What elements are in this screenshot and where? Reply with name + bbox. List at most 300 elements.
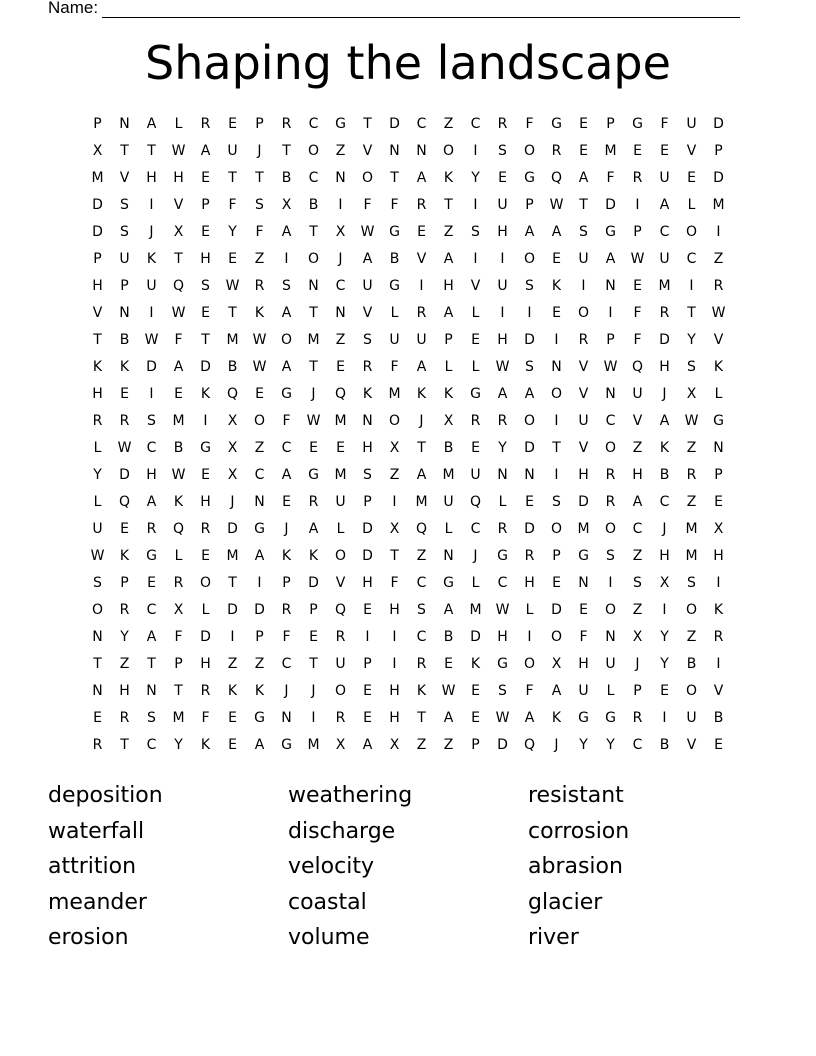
grid-letter[interactable]: I <box>527 629 532 645</box>
grid-letter[interactable]: F <box>201 710 210 726</box>
grid-letter[interactable]: Z <box>335 332 346 348</box>
grid-letter[interactable]: C <box>605 413 616 429</box>
grid-letter[interactable]: E <box>714 737 723 753</box>
grid-letter[interactable]: L <box>93 440 102 456</box>
grid-letter[interactable]: H <box>146 170 157 186</box>
grid-letter[interactable]: Y <box>120 629 129 645</box>
name-blank-line[interactable] <box>102 2 740 18</box>
grid-letter[interactable]: I <box>662 602 667 618</box>
grid-letter[interactable]: L <box>174 548 183 564</box>
grid-letter[interactable]: T <box>174 251 183 267</box>
grid-letter[interactable]: M <box>712 197 725 213</box>
grid-letter[interactable]: H <box>119 683 130 699</box>
grid-letter[interactable]: L <box>336 521 345 537</box>
grid-letter[interactable]: W <box>603 359 618 375</box>
grid-letter[interactable]: A <box>524 386 535 402</box>
grid-letter[interactable]: W <box>225 278 240 294</box>
grid-letter[interactable]: P <box>606 332 615 348</box>
grid-letter[interactable]: U <box>416 332 427 348</box>
grid-letter[interactable]: O <box>388 413 401 429</box>
grid-letter[interactable]: Q <box>172 278 185 294</box>
grid-letter[interactable]: S <box>93 575 102 591</box>
grid-letter[interactable]: G <box>524 170 535 186</box>
grid-letter[interactable]: Z <box>416 548 427 564</box>
grid-letter[interactable]: I <box>149 197 154 213</box>
grid-letter[interactable]: K <box>416 386 427 402</box>
grid-letter[interactable]: E <box>201 170 210 186</box>
grid-letter[interactable]: L <box>498 494 507 510</box>
grid-letter[interactable]: D <box>254 602 265 618</box>
grid-letter[interactable]: E <box>363 710 372 726</box>
grid-letter[interactable]: A <box>443 251 454 267</box>
grid-letter[interactable]: C <box>659 224 670 240</box>
grid-letter[interactable]: V <box>578 359 589 375</box>
grid-letter[interactable]: H <box>173 170 184 186</box>
grid-letter[interactable]: T <box>363 116 372 132</box>
grid-letter[interactable]: M <box>388 386 401 402</box>
grid-letter[interactable]: B <box>443 629 454 645</box>
grid-letter[interactable]: M <box>658 278 671 294</box>
grid-letter[interactable]: Q <box>523 737 536 753</box>
grid-letter[interactable]: Y <box>471 170 480 186</box>
grid-letter[interactable]: H <box>92 278 103 294</box>
grid-letter[interactable]: I <box>581 278 586 294</box>
grid-letter[interactable]: N <box>443 548 454 564</box>
grid-letter[interactable]: N <box>92 629 103 645</box>
grid-letter[interactable]: S <box>417 602 426 618</box>
grid-letter[interactable]: G <box>254 710 265 726</box>
grid-letter[interactable]: E <box>552 575 561 591</box>
grid-letter[interactable]: X <box>389 521 400 537</box>
grid-letter[interactable]: R <box>200 521 211 537</box>
grid-letter[interactable]: S <box>606 548 615 564</box>
grid-letter[interactable]: D <box>578 494 589 510</box>
grid-letter[interactable]: O <box>577 305 590 321</box>
grid-letter[interactable]: N <box>92 683 103 699</box>
grid-letter[interactable]: V <box>173 197 184 213</box>
grid-letter[interactable]: I <box>311 710 316 726</box>
grid-letter[interactable]: W <box>360 224 375 240</box>
grid-letter[interactable]: L <box>444 359 453 375</box>
grid-letter[interactable]: R <box>497 413 508 429</box>
grid-letter[interactable]: T <box>309 305 318 321</box>
grid-letter[interactable]: I <box>635 197 640 213</box>
grid-letter[interactable]: R <box>146 521 157 537</box>
grid-letter[interactable]: O <box>361 170 374 186</box>
grid-letter[interactable]: P <box>714 143 723 159</box>
grid-letter[interactable]: C <box>632 521 643 537</box>
grid-letter[interactable]: E <box>120 521 129 537</box>
grid-letter[interactable]: D <box>551 602 562 618</box>
grid-letter[interactable]: I <box>500 251 505 267</box>
grid-letter[interactable]: Y <box>174 737 183 753</box>
grid-letter[interactable]: A <box>281 305 292 321</box>
grid-letter[interactable]: O <box>685 224 698 240</box>
grid-letter[interactable]: H <box>146 467 157 483</box>
grid-letter[interactable]: A <box>578 170 589 186</box>
grid-letter[interactable]: N <box>335 305 346 321</box>
grid-letter[interactable]: M <box>226 548 239 564</box>
grid-letter[interactable]: G <box>605 224 616 240</box>
grid-letter[interactable]: I <box>284 251 289 267</box>
grid-letter[interactable]: G <box>578 710 589 726</box>
grid-letter[interactable]: R <box>254 278 265 294</box>
grid-letter[interactable]: K <box>551 278 562 294</box>
grid-letter[interactable]: E <box>201 305 210 321</box>
grid-letter[interactable]: T <box>390 548 399 564</box>
grid-letter[interactable]: W <box>117 440 132 456</box>
grid-letter[interactable]: S <box>282 278 291 294</box>
grid-letter[interactable]: I <box>392 629 397 645</box>
grid-letter[interactable]: H <box>362 575 373 591</box>
grid-letter[interactable]: A <box>632 494 643 510</box>
grid-letter[interactable]: U <box>443 494 454 510</box>
grid-letter[interactable]: R <box>200 116 211 132</box>
grid-letter[interactable]: E <box>228 251 237 267</box>
grid-letter[interactable]: E <box>552 305 561 321</box>
grid-letter[interactable]: S <box>147 710 156 726</box>
grid-letter[interactable]: T <box>120 737 129 753</box>
grid-letter[interactable]: L <box>471 359 480 375</box>
grid-letter[interactable]: U <box>497 197 508 213</box>
grid-letter[interactable]: K <box>416 683 427 699</box>
grid-letter[interactable]: Z <box>632 548 643 564</box>
grid-letter[interactable]: S <box>525 359 534 375</box>
grid-letter[interactable]: V <box>686 737 697 753</box>
grid-letter[interactable]: G <box>578 548 589 564</box>
grid-letter[interactable]: W <box>252 359 267 375</box>
grid-letter[interactable]: M <box>172 710 185 726</box>
grid-letter[interactable]: U <box>92 521 103 537</box>
grid-letter[interactable]: M <box>442 467 455 483</box>
grid-letter[interactable]: O <box>550 386 563 402</box>
grid-letter[interactable]: Z <box>632 440 643 456</box>
grid-letter[interactable]: M <box>307 332 320 348</box>
grid-letter[interactable]: R <box>173 575 184 591</box>
grid-letter[interactable]: E <box>471 683 480 699</box>
grid-letter[interactable]: L <box>525 602 534 618</box>
grid-letter[interactable]: I <box>230 629 235 645</box>
grid-letter[interactable]: A <box>416 359 427 375</box>
grid-letter[interactable]: A <box>362 251 373 267</box>
grid-letter[interactable]: A <box>146 629 157 645</box>
grid-letter[interactable]: I <box>419 278 424 294</box>
grid-letter[interactable]: A <box>659 413 670 429</box>
grid-letter[interactable]: C <box>686 251 697 267</box>
grid-letter[interactable]: R <box>416 656 427 672</box>
grid-letter[interactable]: F <box>606 170 615 186</box>
grid-letter[interactable]: E <box>498 170 507 186</box>
grid-letter[interactable]: D <box>227 521 238 537</box>
grid-letter[interactable]: X <box>227 413 238 429</box>
grid-letter[interactable]: A <box>416 170 427 186</box>
grid-letter[interactable]: D <box>524 332 535 348</box>
grid-letter[interactable]: U <box>146 278 157 294</box>
grid-letter[interactable]: A <box>497 386 508 402</box>
grid-letter[interactable]: G <box>632 116 643 132</box>
grid-letter[interactable]: X <box>227 440 238 456</box>
grid-letter[interactable]: I <box>662 710 667 726</box>
grid-letter[interactable]: X <box>659 575 670 591</box>
grid-letter[interactable]: A <box>362 737 373 753</box>
grid-letter[interactable]: Z <box>713 251 724 267</box>
grid-letter[interactable]: Z <box>686 629 697 645</box>
grid-letter[interactable]: L <box>606 683 615 699</box>
grid-letter[interactable]: R <box>119 710 130 726</box>
grid-letter[interactable]: H <box>578 656 589 672</box>
grid-letter[interactable]: G <box>146 548 157 564</box>
grid-letter[interactable]: F <box>660 116 669 132</box>
grid-letter[interactable]: E <box>93 710 102 726</box>
grid-letter[interactable]: E <box>552 251 561 267</box>
grid-letter[interactable]: E <box>201 548 210 564</box>
grid-letter[interactable]: O <box>523 251 536 267</box>
grid-letter[interactable]: B <box>227 359 238 375</box>
grid-letter[interactable]: M <box>91 170 104 186</box>
grid-letter[interactable]: Z <box>443 224 454 240</box>
grid-letter[interactable]: H <box>92 386 103 402</box>
grid-letter[interactable]: S <box>498 143 507 159</box>
grid-letter[interactable]: E <box>120 386 129 402</box>
grid-letter[interactable]: A <box>443 710 454 726</box>
grid-letter[interactable]: H <box>389 710 400 726</box>
grid-letter[interactable]: E <box>660 683 669 699</box>
grid-letter[interactable]: V <box>470 278 481 294</box>
grid-letter[interactable]: M <box>577 521 590 537</box>
grid-letter[interactable]: Y <box>606 737 615 753</box>
grid-letter[interactable]: S <box>471 224 480 240</box>
grid-letter[interactable]: Z <box>254 440 265 456</box>
grid-letter[interactable]: P <box>93 116 102 132</box>
grid-letter[interactable]: P <box>174 656 183 672</box>
grid-letter[interactable]: J <box>311 683 316 699</box>
grid-letter[interactable]: W <box>630 251 645 267</box>
grid-letter[interactable]: J <box>230 494 235 510</box>
grid-letter[interactable]: P <box>633 224 642 240</box>
grid-letter[interactable]: N <box>119 116 130 132</box>
grid-letter[interactable]: R <box>335 710 346 726</box>
grid-letter[interactable]: E <box>282 494 291 510</box>
grid-letter[interactable]: X <box>281 197 292 213</box>
grid-letter[interactable]: G <box>497 548 508 564</box>
grid-letter[interactable]: H <box>497 332 508 348</box>
grid-letter[interactable]: M <box>334 413 347 429</box>
grid-letter[interactable]: I <box>527 305 532 321</box>
grid-letter[interactable]: P <box>633 683 642 699</box>
grid-letter[interactable]: R <box>281 602 292 618</box>
grid-letter[interactable]: B <box>389 251 400 267</box>
grid-letter[interactable]: W <box>441 683 456 699</box>
grid-letter[interactable]: P <box>255 116 264 132</box>
grid-letter[interactable]: R <box>362 359 373 375</box>
grid-letter[interactable]: C <box>146 440 157 456</box>
grid-letter[interactable]: N <box>713 440 724 456</box>
grid-letter[interactable]: W <box>90 548 105 564</box>
grid-letter[interactable]: G <box>335 116 346 132</box>
grid-letter[interactable]: O <box>91 602 104 618</box>
grid-letter[interactable]: C <box>254 467 265 483</box>
grid-letter[interactable]: R <box>308 494 319 510</box>
grid-letter[interactable]: R <box>470 413 481 429</box>
grid-letter[interactable]: J <box>554 737 559 753</box>
grid-letter[interactable]: Y <box>687 332 696 348</box>
grid-letter[interactable]: R <box>119 602 130 618</box>
grid-letter[interactable]: Z <box>686 440 697 456</box>
grid-letter[interactable]: Y <box>228 224 237 240</box>
grid-letter[interactable]: H <box>200 251 211 267</box>
grid-letter[interactable]: F <box>633 305 642 321</box>
grid-letter[interactable]: I <box>554 413 559 429</box>
grid-letter[interactable]: A <box>551 224 562 240</box>
grid-letter[interactable]: E <box>579 143 588 159</box>
grid-letter[interactable]: C <box>416 629 427 645</box>
grid-letter[interactable]: J <box>662 386 667 402</box>
grid-letter[interactable]: N <box>524 467 535 483</box>
grid-letter[interactable]: T <box>228 170 237 186</box>
grid-letter[interactable]: T <box>309 359 318 375</box>
grid-letter[interactable]: H <box>362 440 373 456</box>
grid-letter[interactable]: H <box>632 467 643 483</box>
grid-letter[interactable]: F <box>174 332 183 348</box>
grid-letter[interactable]: I <box>716 224 721 240</box>
grid-letter[interactable]: N <box>605 386 616 402</box>
grid-letter[interactable]: F <box>255 224 264 240</box>
grid-letter[interactable]: C <box>146 602 157 618</box>
grid-letter[interactable]: U <box>578 413 589 429</box>
grid-letter[interactable]: P <box>714 467 723 483</box>
grid-letter[interactable]: R <box>686 467 697 483</box>
grid-letter[interactable]: O <box>550 629 563 645</box>
grid-letter[interactable]: U <box>632 386 643 402</box>
grid-letter[interactable]: I <box>392 656 397 672</box>
grid-letter[interactable]: O <box>685 683 698 699</box>
grid-letter[interactable]: Z <box>443 737 454 753</box>
grid-letter[interactable]: G <box>389 224 400 240</box>
grid-letter[interactable]: U <box>389 332 400 348</box>
grid-letter[interactable]: N <box>578 575 589 591</box>
grid-letter[interactable]: B <box>686 656 697 672</box>
grid-letter[interactable]: L <box>444 521 453 537</box>
grid-letter[interactable]: O <box>604 440 617 456</box>
grid-letter[interactable]: J <box>635 656 640 672</box>
grid-letter[interactable]: D <box>524 440 535 456</box>
grid-letter[interactable]: D <box>497 737 508 753</box>
grid-letter[interactable]: E <box>633 143 642 159</box>
grid-letter[interactable]: R <box>416 305 427 321</box>
grid-letter[interactable]: E <box>174 386 183 402</box>
grid-letter[interactable]: M <box>172 413 185 429</box>
grid-letter[interactable]: K <box>659 440 670 456</box>
grid-letter[interactable]: G <box>281 737 292 753</box>
grid-letter[interactable]: U <box>659 251 670 267</box>
grid-letter[interactable]: W <box>495 602 510 618</box>
grid-letter[interactable]: X <box>713 521 724 537</box>
grid-letter[interactable]: J <box>257 143 262 159</box>
grid-letter[interactable]: V <box>362 305 373 321</box>
grid-letter[interactable]: X <box>551 656 562 672</box>
grid-letter[interactable]: D <box>308 575 319 591</box>
grid-letter[interactable]: R <box>335 629 346 645</box>
grid-letter[interactable]: A <box>281 359 292 375</box>
grid-letter[interactable]: Q <box>334 602 347 618</box>
grid-letter[interactable]: V <box>92 305 103 321</box>
grid-letter[interactable]: O <box>604 602 617 618</box>
grid-letter[interactable]: O <box>253 413 266 429</box>
grid-letter[interactable]: T <box>687 305 696 321</box>
grid-letter[interactable]: E <box>660 143 669 159</box>
grid-letter[interactable]: X <box>389 737 400 753</box>
grid-letter[interactable]: N <box>362 413 373 429</box>
grid-letter[interactable]: U <box>470 467 481 483</box>
grid-letter[interactable]: E <box>336 440 345 456</box>
grid-letter[interactable]: A <box>200 143 211 159</box>
grid-letter[interactable]: A <box>659 197 670 213</box>
grid-letter[interactable]: X <box>686 386 697 402</box>
grid-letter[interactable]: S <box>687 575 696 591</box>
grid-letter[interactable]: K <box>119 359 130 375</box>
grid-letter[interactable]: E <box>444 656 453 672</box>
grid-letter[interactable]: F <box>228 197 237 213</box>
grid-letter[interactable]: D <box>713 116 724 132</box>
grid-letter[interactable]: P <box>282 575 291 591</box>
grid-letter[interactable]: X <box>443 413 454 429</box>
grid-letter[interactable]: N <box>308 278 319 294</box>
grid-letter[interactable]: K <box>146 251 157 267</box>
grid-letter[interactable]: L <box>174 116 183 132</box>
grid-letter[interactable]: E <box>525 494 534 510</box>
grid-letter[interactable]: D <box>92 224 103 240</box>
grid-letter[interactable]: I <box>338 197 343 213</box>
grid-letter[interactable]: A <box>443 602 454 618</box>
grid-letter[interactable]: H <box>389 683 400 699</box>
grid-letter[interactable]: R <box>713 278 724 294</box>
grid-letter[interactable]: A <box>254 548 265 564</box>
grid-letter[interactable]: T <box>228 575 237 591</box>
grid-letter[interactable]: K <box>254 683 265 699</box>
grid-letter[interactable]: F <box>525 683 534 699</box>
grid-letter[interactable]: C <box>416 575 427 591</box>
grid-letter[interactable]: W <box>171 305 186 321</box>
grid-letter[interactable]: N <box>389 143 400 159</box>
grid-letter[interactable]: U <box>686 710 697 726</box>
grid-letter[interactable]: N <box>551 359 562 375</box>
grid-letter[interactable]: W <box>711 305 726 321</box>
grid-letter[interactable]: G <box>308 467 319 483</box>
grid-letter[interactable]: U <box>659 170 670 186</box>
grid-letter[interactable]: D <box>362 521 373 537</box>
grid-letter[interactable]: K <box>551 710 562 726</box>
grid-letter[interactable]: K <box>713 602 724 618</box>
grid-letter[interactable]: K <box>254 305 265 321</box>
grid-letter[interactable]: J <box>311 386 316 402</box>
grid-letter[interactable]: K <box>173 494 184 510</box>
grid-letter[interactable]: I <box>149 386 154 402</box>
grid-letter[interactable]: P <box>471 737 480 753</box>
grid-letter[interactable]: L <box>471 575 480 591</box>
grid-letter[interactable]: S <box>552 494 561 510</box>
grid-letter[interactable]: X <box>227 467 238 483</box>
grid-letter[interactable]: Z <box>254 251 265 267</box>
grid-letter[interactable]: O <box>685 602 698 618</box>
grid-letter[interactable]: E <box>228 737 237 753</box>
grid-letter[interactable]: N <box>605 278 616 294</box>
grid-letter[interactable]: P <box>93 251 102 267</box>
grid-letter[interactable]: K <box>443 170 454 186</box>
grid-letter[interactable]: C <box>497 575 508 591</box>
grid-letter[interactable]: O <box>523 656 536 672</box>
grid-letter[interactable]: L <box>471 305 480 321</box>
grid-letter[interactable]: S <box>363 467 372 483</box>
